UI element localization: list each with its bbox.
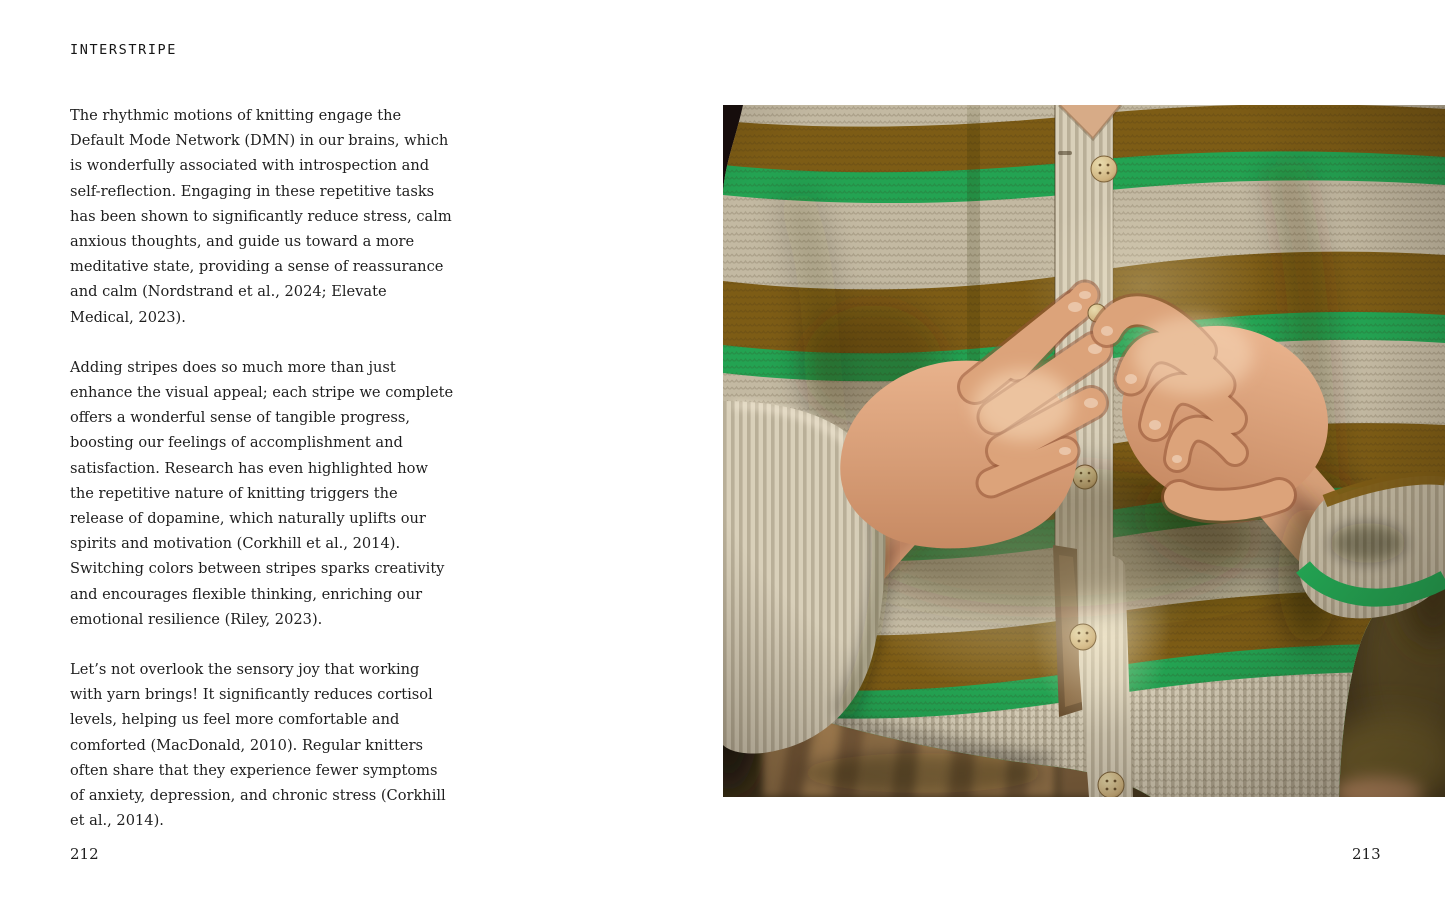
running-header: INTERSTRIPE bbox=[70, 42, 178, 58]
striped-cardigan-photo bbox=[723, 105, 1445, 797]
body-text bbox=[70, 103, 454, 858]
vignette bbox=[723, 105, 1445, 797]
cardigan-photo-illustration bbox=[723, 105, 1445, 797]
paragraph-3: Let’s not overlook the sensory joy that working with yarn brings! It significantly reduces cortisol levels, helping us feel more comfortable and comforted (MacDonald, 2010). Regular knitters often share that they experience fewer symptoms of anxiety, depression, and chronic stress (Corkhill et al., 2014). bbox=[70, 661, 446, 830]
page-number-right: 213 bbox=[1352, 845, 1381, 863]
paragraph-2: Adding stripes does so much more than just enhance the visual appeal; each stripe we complete offers a wonderful sense of tangible progress, boosting our feelings of accomplishment and satisfaction. Research has even highlighted how the repetitive nature of knitting triggers the release of dopamine, which naturally uplifts our spirits and motivation (Corkhill et al., 2014). Switching colors between stripes sparks creativity and encourages flexible thinking, enriching our emotional resilience (Riley, 2023). bbox=[70, 358, 454, 628]
paragraph-1: The rhythmic motions of knitting engage the Default Mode Network (DMN) in our brains, which is wonderfully associated with introspection and self-reflection. Engaging in these repetitive tasks has been shown to significantly reduce stress, calm anxious thoughts, and guide us toward a more meditative state, providing a sense of reassurance and calm (Nordstrand et al., 2024; Elevate Medical, 2023). bbox=[70, 107, 452, 326]
page-number-left: 212 bbox=[70, 845, 99, 863]
